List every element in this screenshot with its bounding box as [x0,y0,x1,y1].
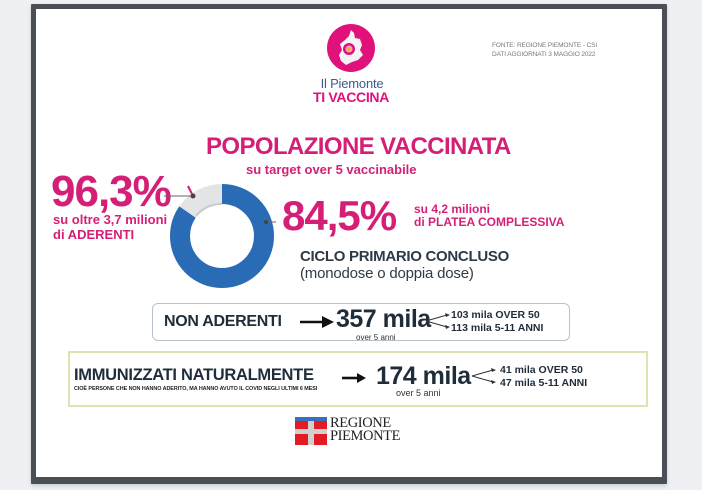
aderenti-note-line2: di ADERENTI [53,227,135,242]
regione-piemonte-flag-icon [295,417,327,445]
immunizzati-value: 174 mila [376,362,471,390]
region-line1: REGIONE [330,415,391,431]
aderenti-note [53,212,167,242]
split-arrows-icon [425,313,451,329]
non-aderenti-over50: 103 mila OVER 50 [451,309,540,321]
regione-piemonte-wordmark [330,417,400,443]
platea-note-line2: di PLATEA COMPLESSIVA [414,215,565,229]
donut-chart [164,184,284,294]
arrow-right-icon [300,316,334,328]
main-title: POPOLAZIONE VACCINATA [206,133,511,160]
main-subtitle: su target over 5 vaccinabile [246,162,417,177]
source-note [492,41,597,59]
split-arrows-icon [471,368,497,384]
ciclo-subtitle: (monodose o doppia dose) [300,265,474,282]
logo-text-line1: Il Piemonte [320,76,384,91]
region-line2: PIEMONTE [330,428,401,444]
source-line: FONTE: REGIONE PIEMONTE - CSI [492,42,598,49]
update-date: DATI AGGIORNATI 3 MAGGIO 2022 [492,51,596,58]
ciclo-title: CICLO PRIMARIO CONCLUSO [300,248,509,265]
non-aderenti-5-11: 113 mila 5-11 ANNI [451,322,544,334]
immunizzati-note: CIOÈ PERSONE CHE NON HANNO ADERITO, MA HANNO AVUTO IL COVID NEGLI ULTIMI 6 MESI [74,386,318,392]
aderenti-note-line1: su oltre 3,7 milioni [53,212,168,227]
immunizzati-over50: 41 mila OVER 50 [500,364,583,376]
platea-note [414,203,564,229]
platea-note-line1: su 4,2 milioni [414,202,491,216]
immunizzati-5-11: 47 mila 5-11 ANNI [500,377,588,389]
immunizzati-value-sub: over 5 anni [396,388,441,398]
immunizzati-label: IMMUNIZZATI NATURALMENTE [74,366,314,384]
non-aderenti-value: 357 mila [336,305,431,333]
non-aderenti-value-sub: over 5 anni [356,333,396,342]
platea-percentage: 84,5% [282,192,397,239]
arrow-right-icon [342,373,366,383]
piemonte-vaccine-logo-icon [327,24,375,72]
non-aderenti-label: NON ADERENTI [164,313,282,330]
aderenti-percentage: 96,3% [51,167,171,216]
logo-text-line2: TI VACCINA [312,89,390,105]
